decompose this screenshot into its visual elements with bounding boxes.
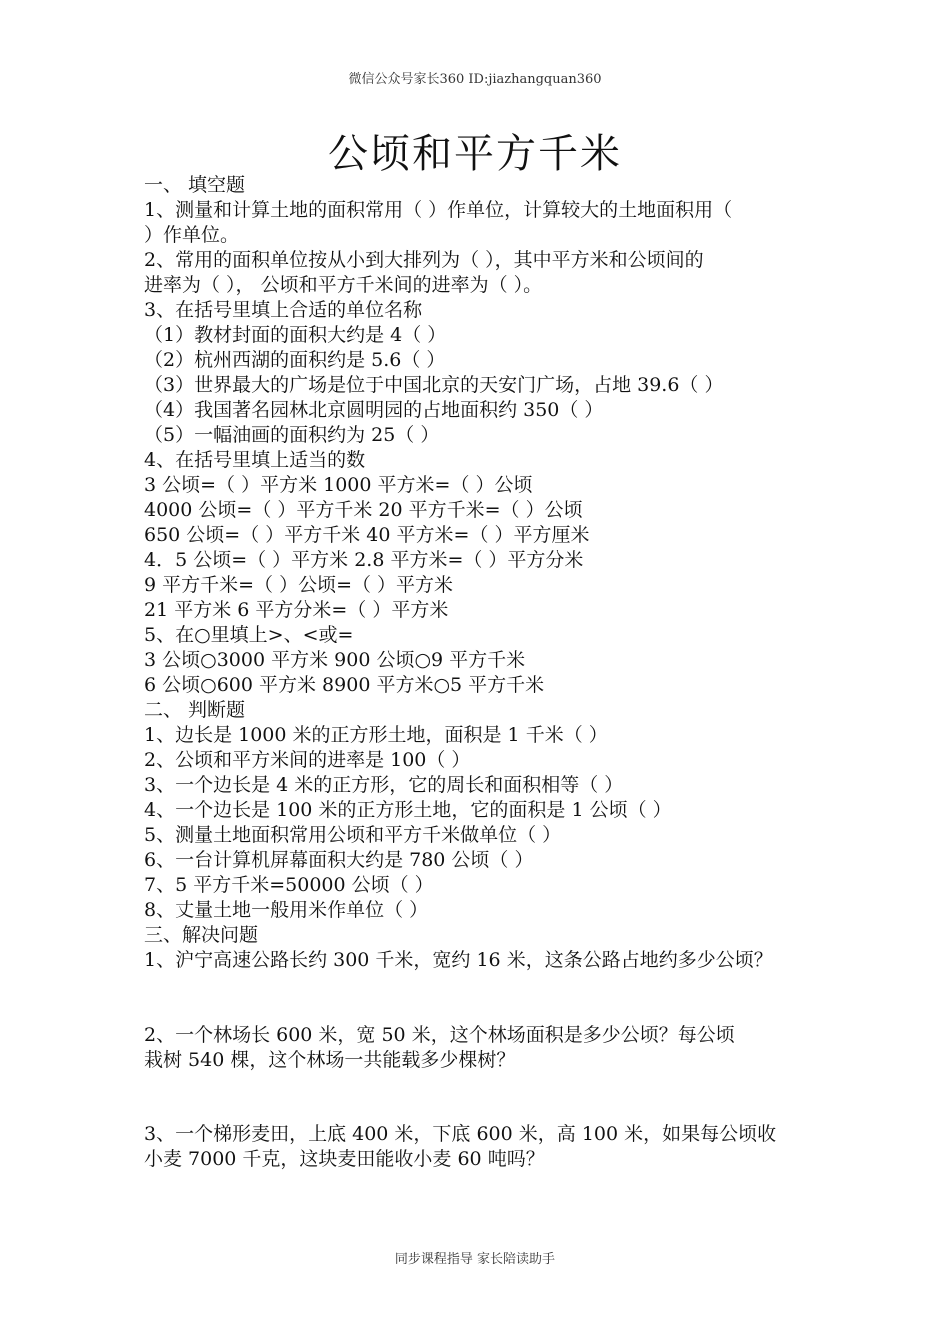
text-line: （1）教材封面的面积大约是 4（ ） [144, 324, 447, 346]
text-line: 小麦 7000 千克，这块麦田能收小麦 60 吨吗？ [144, 1148, 545, 1170]
text-line: 9 平方千米=（ ）公顷=（ ）平方米 [144, 574, 454, 596]
header-watermark: 微信公众号家长360 ID:jiazhangquan360 [348, 72, 602, 87]
text-line: 4．5 公顷=（ ）平方米 2.8 平方米=（ ）平方分米 [144, 549, 584, 571]
text-line: 6、一台计算机屏幕面积大约是 780 公顷（ ） [144, 849, 534, 871]
text-line: 21 平方米 6 平方分米=（ ）平方米 [144, 599, 449, 621]
text-line: 3 公顷=（ ）平方米 1000 平方米=（ ）公顷 [144, 474, 533, 496]
text-line: 1、测量和计算土地的面积常用（ ）作单位，计算较大的土地面积用（ [144, 199, 733, 221]
answer-space [144, 1073, 834, 1122]
text-line: 栽树 540 棵，这个林场一共能载多少棵树？ [144, 1049, 516, 1071]
text-line: （5）一幅油画的面积约为 25（ ） [144, 424, 440, 446]
problem-3 [144, 1122, 834, 1172]
text-line: 3 公顷○3000 平方米 900 公顷○9 平方千米 [144, 649, 526, 671]
text-line: 2、一个林场长 600 米，宽 50 米，这个林场面积是多少公顷？每公顷 [144, 1024, 735, 1046]
text-line: 3、一个梯形麦田，上底 400 米，下底 600 米，高 100 米，如果每公顷收 [144, 1123, 777, 1145]
text-line: 6 公顷○600 平方米 8900 平方米○5 平方千米 [144, 674, 545, 696]
answer-space [144, 973, 834, 1023]
text-line: 5、在○里填上>、<或= [144, 624, 354, 646]
text-line: 1、边长是 1000 米的正方形土地，面积是 1 千米（ ） [144, 724, 608, 746]
text-line: 2、公顷和平方米间的进率是 100（ ） [144, 749, 471, 771]
footer-text: 同步课程指导 家长陪读助手 [394, 1252, 556, 1267]
text-line: 4000 公顷=（ ）平方千米 20 平方千米=（ ）公顷 [144, 499, 583, 521]
text-line: 三、解决问题 [144, 924, 259, 946]
text-line: （4）我国著名园林北京圆明园的占地面积约 350（ ） [144, 399, 604, 421]
text-line: ）作单位。 [144, 224, 240, 246]
problem-2 [144, 1023, 834, 1073]
text-line: 1、沪宁高速公路长约 300 千米，宽约 16 米，这条公路占地约多少公顷？ [144, 949, 773, 971]
worksheet-body [144, 173, 834, 1172]
text-line: 2、常用的面积单位按从小到大排列为（ ），其中平方米和公顷间的 [144, 249, 704, 271]
text-line: （3）世界最大的广场是位于中国北京的天安门广场，占地 39.6（ ） [144, 374, 724, 396]
text-line: 7、5 平方千米=50000 公顷（ ） [144, 874, 434, 896]
text-line: （2）杭州西湖的面积约是 5.6（ ） [144, 349, 446, 371]
text-line: 4、一个边长是 100 米的正方形土地，它的面积是 1 公顷（ ） [144, 799, 672, 821]
text-line: 一、 填空题 [144, 174, 246, 196]
text-line: 3、一个边长是 4 米的正方形，它的周长和面积相等（ ） [144, 774, 624, 796]
text-line: 8、丈量土地一般用米作单位（ ） [144, 899, 429, 921]
text-line: 3、在括号里填上合适的单位名称 [144, 299, 423, 321]
text-line: 650 公顷=（ ）平方千米 40 平方米=（ ）平方厘米 [144, 524, 590, 546]
page-title: 公顷和平方千米 [328, 131, 622, 177]
main-lines [144, 173, 834, 973]
text-line: 进率为（ ）， 公顷和平方千米间的进率为（ ）。 [144, 274, 543, 296]
text-line: 5、测量土地面积常用公顷和平方千米做单位（ ） [144, 824, 562, 846]
text-line: 4、在括号里填上适当的数 [144, 449, 366, 471]
text-line: 二、 判断题 [144, 699, 246, 721]
